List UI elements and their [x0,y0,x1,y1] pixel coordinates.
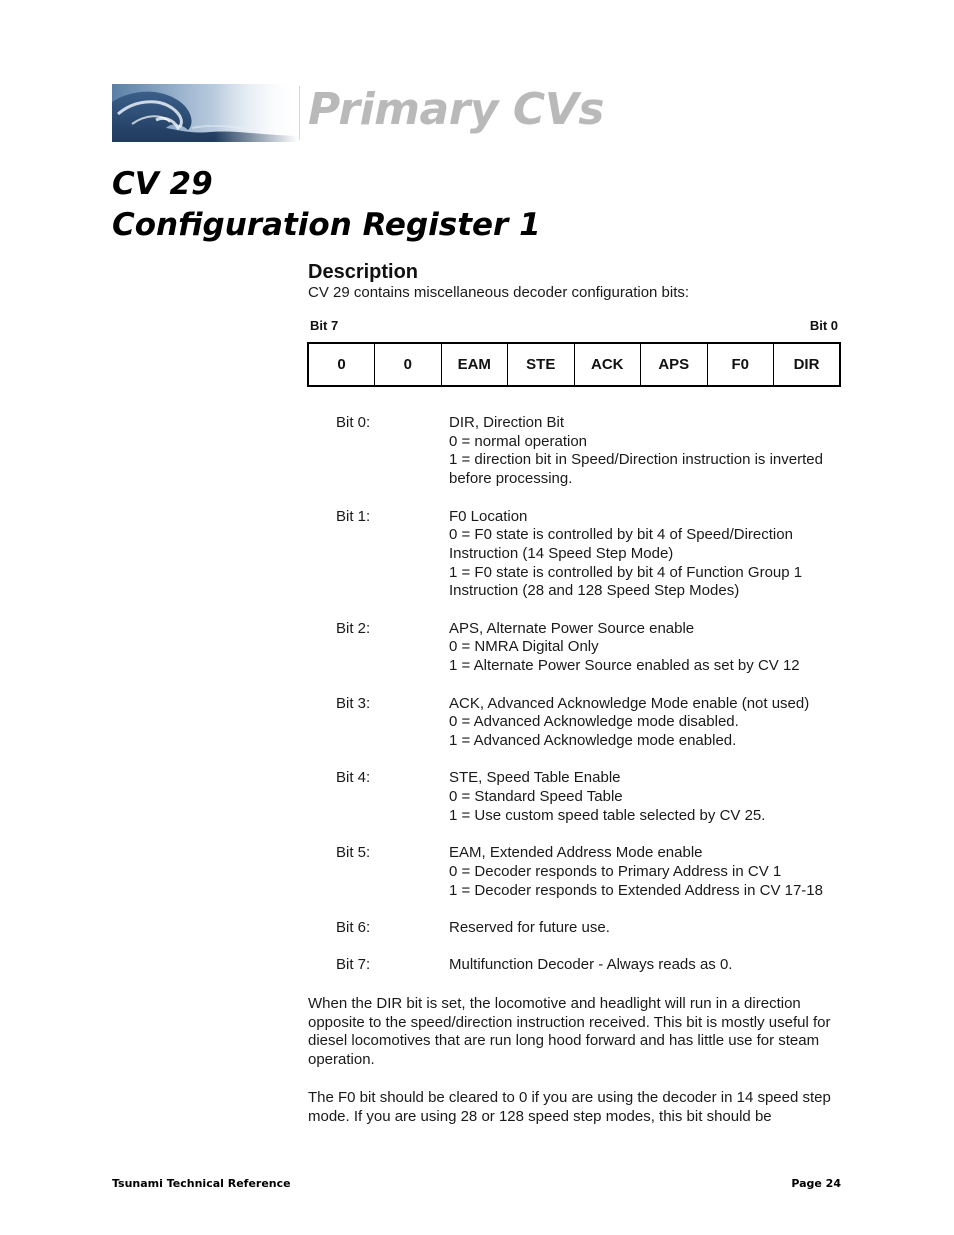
footer-page-number: Page 24 [791,1177,841,1190]
bit-definition-line: ACK, Advanced Acknowledge Mode enable (not used) [449,694,810,712]
bit-definition-label: Bit 5: [336,844,371,862]
bit-definition-line: 1 = Alternate Power Source enabled as set by CV 12 [449,657,800,675]
bit-cell: DIR [774,343,841,386]
ocean-wave-icon [112,84,298,142]
bit-definition-label: Bit 4: [336,769,371,787]
bit-definition-body [449,695,846,751]
bit-definition-line: DIR, Direction Bit [449,414,565,431]
bit-definitions [336,414,846,994]
bit-cell: APS [641,343,708,386]
bit-definition-line: 0 = Decoder responds to Primary Address in CV 1 [449,862,782,880]
title-divider [299,86,300,140]
bit-cell: EAM [441,343,508,386]
bit-definition-line: 0 = F0 state is controlled by bit 4 of Speed/Direction Instruction (14 Speed Step Mode) [449,526,793,562]
bit-definition-line: APS, Alternate Power Source enable [449,619,695,637]
bit-definition-label: Bit 3: [336,694,371,712]
bit-definition-line: 1 = Advanced Acknowledge mode enabled. [449,731,737,749]
bit-definition [336,844,846,900]
bit-definition-line: F0 Location [449,507,528,525]
bit-cell: ACK [574,343,641,386]
bit-definition-label: Bit 1: [336,507,371,525]
bit-definition [336,508,846,602]
bit-definition-label: Bit 6: [336,918,371,936]
bit-definition [336,620,846,676]
cv-heading [112,164,541,246]
bit-definition-label: Bit 0: [336,414,371,431]
bit-definition-label: Bit 7: [336,956,371,974]
bit-cell: 0 [375,343,442,386]
bit-definition-line: 0 = NMRA Digital Only [449,638,599,656]
bit-definition-body [449,844,846,900]
bit-definition [336,695,846,751]
bit-definition-line: Multifunction Decoder - Always reads as 0. [449,956,733,974]
bit-definition-body [449,956,846,975]
bit-definition-line: 0 = Advanced Acknowledge mode disabled. [449,713,739,731]
cv-heading-name: Configuration Register 1 [112,207,541,243]
bit-definition-line: Reserved for future use. [449,918,610,936]
dir-bit-paragraph: When the DIR bit is set, the locomotive and headlight will run in a direction opposite to the speed/direction instruction received. This bit is mostly useful for diesel locomotives that are run long hood forward and has little use for steam operation. [308,995,831,1069]
bit-7-label: Bit 7 [310,318,339,333]
bit-table-row [308,343,840,386]
description-intro: CV 29 contains miscellaneous decoder configuration bits: [308,284,690,301]
bit-definition-body [449,508,846,602]
bit-definition-body [449,414,846,489]
bit-definition-line: STE, Speed Table Enable [449,769,621,787]
bit-definition [336,956,846,975]
bit-definition-line: 1 = direction bit in Speed/Direction instruction is inverted before processing. [449,451,823,488]
bit-definition-line: 1 = Decoder responds to Extended Address in CV 17-18 [449,881,823,899]
bit-definition-body [449,620,846,676]
bit-definition-line: 0 = normal operation [449,432,588,450]
description-heading: Description [308,261,419,283]
bit-0-label: Bit 0 [809,318,838,333]
bit-definition-line: 1 = F0 state is controlled by bit 4 of Function Group 1 Instruction (28 and 128 Speed Step Modes) [449,563,803,600]
bit-definition [336,919,846,938]
bit-cell: F0 [707,343,774,386]
bit-definition-line: 0 = Standard Speed Table [449,788,623,805]
bit-definition-line: 1 = Use custom speed table selected by CV 25. [449,806,766,824]
bit-definition-label: Bit 2: [336,619,371,637]
bit-cell: STE [508,343,575,386]
bit-definition [336,414,846,489]
bit-definition-body [449,769,846,825]
f0-bit-paragraph: The F0 bit should be cleared to 0 if you are using the decoder in 14 speed step mode. If you are using 28 or 128 speed step modes, this bit should be [308,1089,831,1125]
bit-definition-line: EAM, Extended Address Mode enable [449,844,703,862]
bit-table [307,342,841,387]
cv-heading-number: CV 29 [112,166,213,202]
section-title: Primary CVs [308,84,604,135]
footer-doc-title: Tsunami Technical Reference [112,1177,291,1190]
bit-cell: 0 [308,343,375,386]
bit-definition [336,769,846,825]
bit-definition-body [449,919,846,938]
